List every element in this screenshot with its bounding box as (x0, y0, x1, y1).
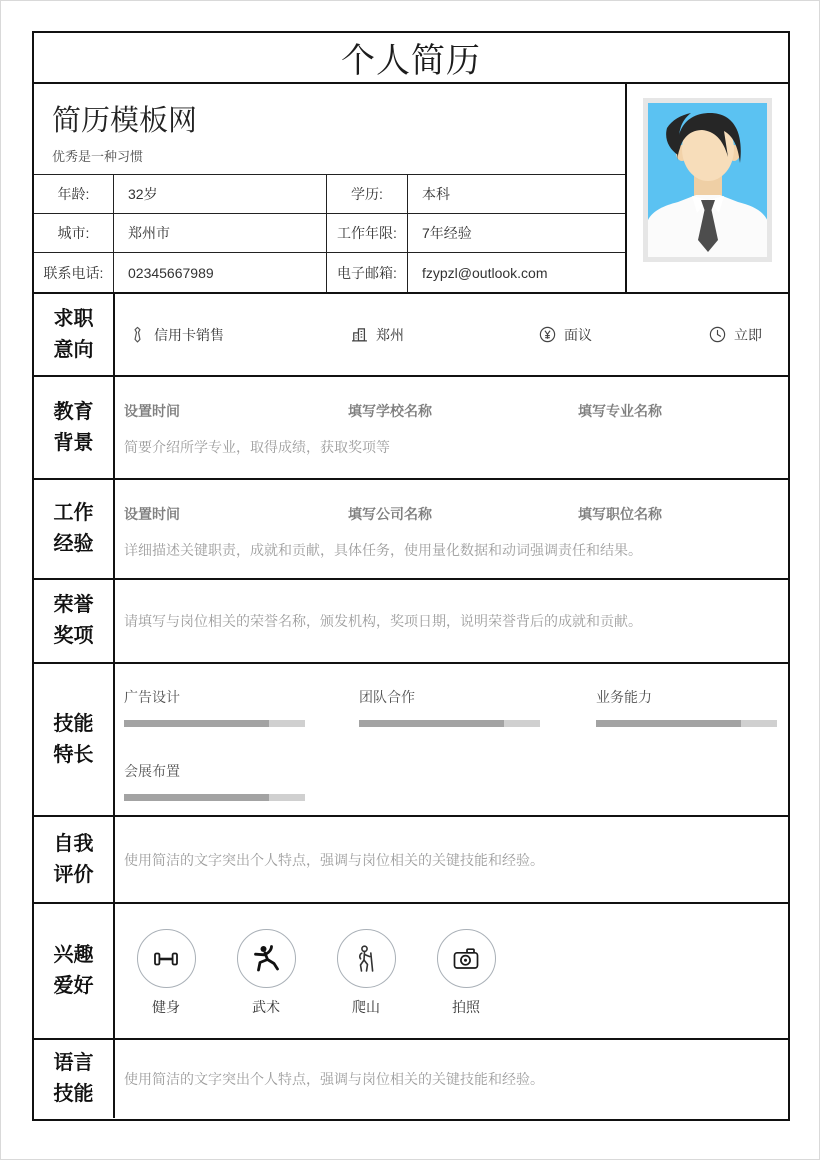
work-time-placeholder: 设置时间 (124, 506, 180, 522)
skill-progress-bar (359, 720, 540, 727)
skill-item: 团队合作 (359, 687, 596, 741)
education-major-placeholder: 填写专业名称 (578, 403, 662, 419)
section-education (34, 377, 788, 480)
yuan-icon (539, 326, 556, 343)
clock-icon (709, 326, 726, 343)
camera-icon (451, 944, 481, 974)
basic-info-table (34, 175, 625, 292)
skill-item: 会展布置 (124, 761, 359, 815)
work-description: 详细描述关键职责，成就和贡献，具体任务，使用量化数据和动词强调责任和结果。 (124, 542, 642, 558)
info-label-city: 城市: (34, 214, 114, 253)
info-value-degree: 本科 (408, 175, 625, 214)
hobby-photography: 拍照 (435, 929, 497, 1017)
dumbbell-icon (151, 944, 181, 974)
section-label-hobbies: 兴趣爱好 (34, 904, 115, 1038)
section-label-language-skills: 语言技能 (34, 1040, 115, 1118)
hobby-hiking: 爬山 (335, 929, 397, 1017)
skill-progress-bar (124, 794, 305, 801)
language-description: 使用简洁的文字突出个人特点，强调与岗位相关的关键技能和经验。 (124, 1071, 544, 1087)
section-work-experience (34, 480, 788, 580)
skill-item: 广告设计 (124, 687, 359, 741)
info-value-phone: 02345667989 (114, 253, 327, 292)
education-time-placeholder: 设置时间 (124, 403, 180, 419)
skill-item: 业务能力 (596, 687, 777, 741)
education-description: 简要介绍所学专业，取得成绩，获取奖项等 (124, 439, 390, 455)
section-label-self-evaluation: 自我评价 (34, 817, 115, 902)
intention-salary: 面议 (539, 325, 709, 345)
hobby-martial-arts: 武术 (235, 929, 297, 1017)
section-skills (34, 664, 788, 817)
header (34, 84, 788, 294)
section-label-skills: 技能特长 (34, 664, 115, 815)
section-label-work-experience: 工作经验 (34, 480, 115, 578)
hobby-fitness: 健身 (135, 929, 197, 1017)
intention-city: 郑州 (351, 325, 539, 345)
info-label-phone: 联系电话: (34, 253, 114, 292)
section-self-evaluation (34, 817, 788, 904)
avatar-illustration (648, 103, 767, 257)
tie-icon (129, 326, 146, 343)
candidate-name: 简历模板网 (52, 105, 198, 137)
intention-availability: 立即 (709, 325, 788, 345)
name-block (34, 84, 625, 175)
honors-description: 请填写与岗位相关的荣誉名称，颁发机构，奖项日期，说明荣誉背后的成就和贡献。 (124, 613, 642, 629)
work-company-placeholder: 填写公司名称 (348, 506, 432, 522)
skill-progress-bar (596, 720, 777, 727)
info-label-age: 年龄: (34, 175, 114, 214)
photo-cell (625, 84, 788, 292)
building-icon (351, 326, 368, 343)
resume-sheet (32, 31, 790, 1121)
resume-title-bar (34, 33, 788, 84)
section-label-education: 教育背景 (34, 377, 115, 478)
info-value-age: 32岁 (114, 175, 327, 214)
info-label-experience-years: 工作年限: (327, 214, 408, 253)
work-position-placeholder: 填写职位名称 (578, 506, 662, 522)
info-value-email: fzypzl@outlook.com (422, 264, 548, 281)
intention-position: 信用卡销售 (129, 325, 351, 345)
education-school-placeholder: 填写学校名称 (348, 403, 432, 419)
section-job-intention (34, 294, 788, 377)
martial-arts-icon (251, 944, 281, 974)
section-honors (34, 580, 788, 664)
candidate-motto: 优秀是一种习惯 (52, 149, 144, 164)
info-value-city: 郑州市 (114, 214, 327, 253)
skill-progress-bar (124, 720, 305, 727)
info-label-email: 电子邮箱: (327, 253, 408, 292)
section-language-skills (34, 1040, 788, 1118)
section-label-honors: 荣誉奖项 (34, 580, 115, 662)
section-label-job-intention: 求职意向 (34, 294, 115, 375)
id-photo (643, 98, 772, 262)
self-evaluation-description: 使用简洁的文字突出个人特点，强调与岗位相关的关键技能和经验。 (124, 851, 544, 868)
page-title: 个人简历 (341, 42, 481, 80)
hiking-icon (351, 944, 381, 974)
section-hobbies (34, 904, 788, 1040)
info-value-experience-years: 7年经验 (408, 214, 625, 253)
info-label-degree: 学历: (327, 175, 408, 214)
